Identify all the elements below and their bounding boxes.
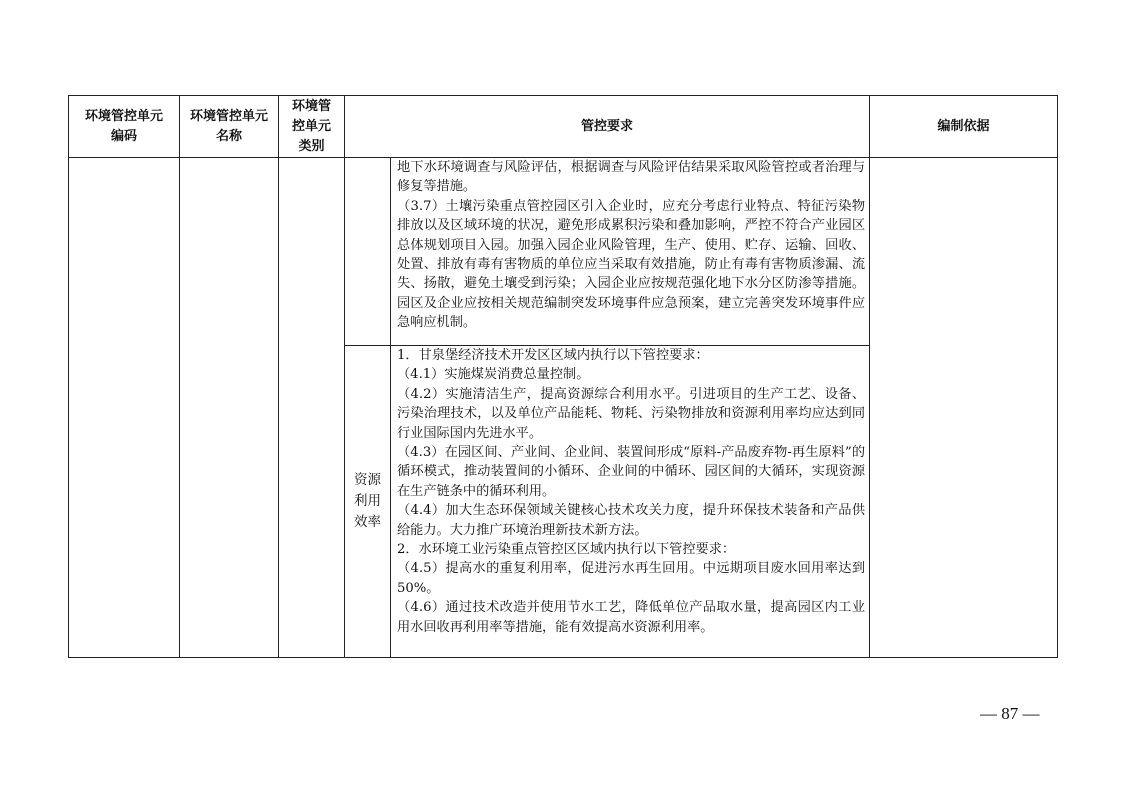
header-unit-name: 环境管控单元 名称	[180, 96, 279, 158]
requirement-line: （4.3）在园区间、产业间、企业间、装置间形成“原料-产品废弃物-再生原料”的循环模式，推动装置间的小循环、企业间的中循环、园区间的大循环，实现资源在生产链条中的循环利用。	[397, 445, 866, 499]
header-unit-code: 环境管控单元 编码	[69, 96, 180, 158]
subcategory-cell	[345, 158, 391, 346]
requirements-cell	[391, 158, 870, 346]
page-number: — 87 —	[980, 704, 1040, 723]
subcategory-resource-efficiency: 资源 利用 效率	[345, 346, 391, 658]
requirement-line: 1．甘泉堡经济技术开发区区域内执行以下管控要求：	[397, 348, 709, 363]
requirement-line: （4.1）实施煤炭消费总量控制。	[397, 367, 590, 383]
header-basis: 编制依据	[870, 96, 1058, 158]
unit-category-cell	[279, 158, 345, 658]
requirements-cell	[391, 346, 870, 658]
requirement-line: 2．水环境工业污染重点管控区区域内执行以下管控要求：	[397, 542, 736, 558]
requirement-line: （4.5）提高水的重复利用率，促进污水再生回用。中远期项目废水回用率达到50%。	[397, 561, 866, 596]
basis-cell	[870, 158, 1058, 658]
requirement-line: （4.2）实施清洁生产，提高资源综合利用水平。引进项目的生产工艺、设备、污染治理技术，以及单位产品能耗、物耗、污染物排放和资源利用率均应达到同行业国际国内先进水平。	[397, 386, 866, 441]
unit-code-cell	[69, 158, 180, 658]
requirement-line: （4.6）通过技术改造并使用节水工艺，降低单位产品取水量，提高园区内工业用水回收再利用率等措施，能有效提高水资源利用率。	[397, 600, 866, 635]
table-row	[69, 158, 1058, 346]
header-unit-category: 环境管 控单元 类别	[279, 96, 345, 158]
requirement-line: （3.7）土壤污染重点管控园区引入企业时，应充分考虑行业特点、特征污染物排放以及区域环境的状况，避免形成累积污染和叠加影响，严控不符合产业园区总体规划项目入园。加强入园企业风险管理，生产、使用、贮存、运输、回收、处置、排放有毒有害物质的单位应当采取有效措施，防止有毒有害物质渗漏、流失、扬散，避免土壤受到污染；入园企业应按规范强化地下水分区防渗等措施。园区及企业应按相关规范编制突发环境事件应急预案，建立完善突发环境事件应急响应机制。	[397, 198, 866, 331]
header-requirements: 管控要求	[345, 96, 870, 158]
requirement-line: （4.4）加大生态环保领域关键核心技术攻关力度，提升环保技术装备和产品供给能力。大力推广环境治理新技术新方法。	[397, 503, 866, 538]
requirement-line: 地下水环境调查与风险评估，根据调查与风险评估结果采取风险管控或者治理与修复等措施。	[397, 160, 866, 195]
header-row	[69, 96, 1058, 158]
regulation-table	[68, 95, 1058, 658]
unit-name-cell	[180, 158, 279, 658]
